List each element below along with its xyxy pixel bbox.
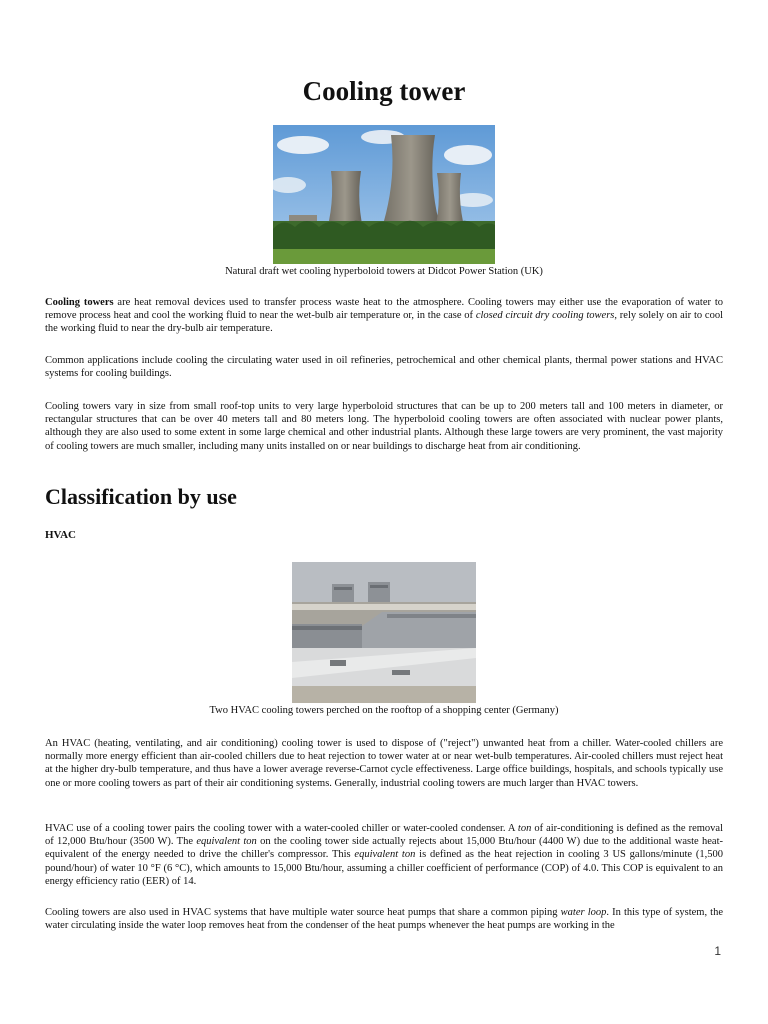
intro-text: , rely solely on air to cool the working fluid to near the dry-bulb air temperature. bbox=[45, 310, 723, 335]
intro-text: are heat removal devices used to transfer process waste heat to the atmosphere. Cooling towers may either use the evaporation of water to remove process heat and cool the working fluid to near the wet-bulb air temperature or, in the case of bbox=[45, 297, 723, 322]
term-equivalent-ton: equivalent ton bbox=[196, 836, 257, 848]
term-cooling-towers: Cooling towers bbox=[45, 297, 114, 308]
intro-paragraph-3: Cooling towers vary in size from small roof-top units to very large hyperboloid structures that can be up to 200 meters tall and 100 meters in diameter, or rectangular structures that can be over 40 meters tall and 80 meters long. The hyperboloid cooling towers are often associated with nuclear power plants, although they are also used to some extent in some large chemical and other industrial plants. Although these large towers are very prominent, the vast majority of cooling towers are much smaller, including many units installed on or near buildings to discharge heat from air conditioning. bbox=[45, 401, 723, 452]
hvac-paragraph-2 bbox=[45, 822, 723, 888]
hvac-text: of air-conditioning is defined as the removal of 12,000 Btu/hour (3500 W). The bbox=[45, 823, 723, 848]
term-ton: ton bbox=[517, 823, 532, 834]
term-closed-circuit: closed circuit dry cooling towers bbox=[475, 310, 615, 322]
term-equivalent-ton: equivalent ton bbox=[354, 849, 416, 861]
intro-paragraph-1 bbox=[45, 296, 723, 336]
hvac-text: is defined as the heat rejection in cooling 3 US gallons/minute (1,500 pound/hour) of water 10 °F (6 °C), which amounts to 15,000 Btu/hour, assuming a chiller coefficient of performance (COP) of 4.0. This COP is equivalent to an energy efficiency ratio (EER) of 14. bbox=[45, 849, 723, 887]
intro-paragraph-2: Common applications include cooling the circulating water used in oil refineries, petrochemical and other chemical plants, thermal power stations and HVAC systems for cooling buildings. bbox=[45, 355, 723, 380]
subsection-heading: HVAC bbox=[45, 529, 76, 541]
term-water-loop: water loop bbox=[560, 907, 607, 918]
page-title: Cooling tower bbox=[302, 76, 466, 106]
hvac-text: Cooling towers are also used in HVAC systems that have multiple water source heat pumps that share a common piping bbox=[45, 907, 561, 918]
page-number: 1 bbox=[714, 944, 721, 958]
hvac-text: HVAC use of a cooling tower pairs the cooling tower with a water-cooled chiller or water-cooled condenser. A bbox=[45, 823, 518, 834]
rooftop-hvac-photo bbox=[292, 562, 476, 703]
hvac-text: on the cooling tower side actually rejects about 15,000 Btu/hour (4400 W) due to the additional waste heat-equivalent of the energy needed to drive the chiller's compressor. This bbox=[45, 836, 723, 861]
figure-caption-towers: Natural draft wet cooling hyperboloid towers at Didcot Power Station (UK) bbox=[225, 266, 543, 277]
figure-caption-hvac: Two HVAC cooling towers perched on the rooftop of a shopping center (Germany) bbox=[209, 705, 559, 716]
hvac-paragraph-1: An HVAC (heating, ventilating, and air conditioning) cooling tower is used to dispose of ("reject") unwanted heat from a chiller. Water-cooled chillers are normally more energy efficient than air-cooled chillers due to heat rejection to tower water at or near wet-bulb temperatures. Air-cooled chillers must reject heat at the higher dry-bulb temperature, and thus have a lower average reverse-Carnot cycle effectiveness. Large office buildings, hospitals, and schools typically use one or more cooling towers as part of their air conditioning systems. Generally, industrial cooling towers are much larger than HVAC towers. bbox=[45, 738, 723, 789]
hvac-paragraph-3 bbox=[45, 906, 723, 932]
section-heading: Classification by use bbox=[45, 484, 237, 509]
hvac-text: . In this type of system, the water circulating inside the water loop removes heat from the condenser of the heat pumps whenever the heat pumps are working in the bbox=[45, 907, 723, 932]
cooling-towers-photo bbox=[273, 125, 495, 264]
